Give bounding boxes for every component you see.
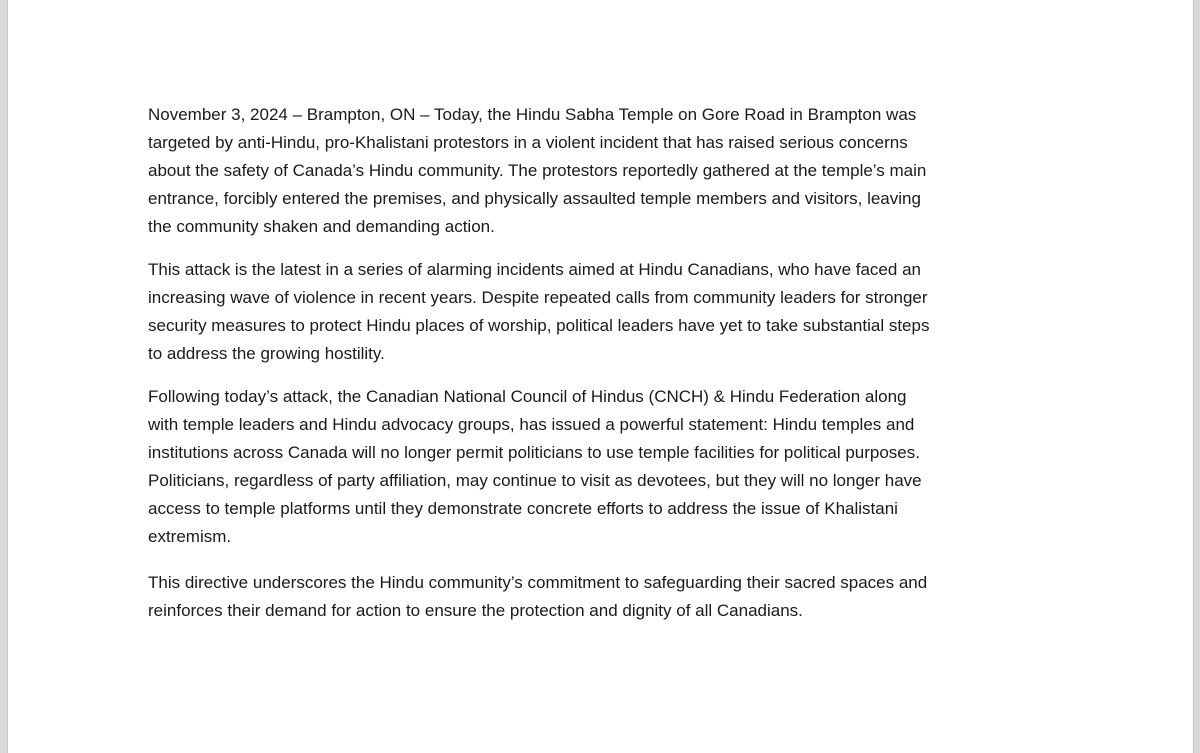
- text-line: November 3, 2024 – Brampton, ON – Today, the Hindu Sabha Temple on Gore Road in Brampton was: [148, 105, 917, 124]
- text-line: Following today’s attack, the Canadian National Council of Hindus (CNCH) & Hindu Federation along: [148, 387, 907, 406]
- text-line: security measures to protect Hindu places of worship, political leaders have yet to take substantial steps: [148, 316, 930, 335]
- paragraph-directive: [148, 569, 1148, 625]
- text-line: extremism.: [148, 527, 232, 546]
- text-line: institutions across Canada will no longer permit politicians to use temple facilities for political purposes.: [148, 443, 920, 462]
- text-line: This directive underscores the Hindu community’s commitment to safeguarding their sacred spaces and: [148, 573, 928, 592]
- text-line: Politicians, regardless of party affiliation, may continue to visit as devotees, but they will no longer have: [148, 471, 922, 490]
- text-line: to address the growing hostility.: [148, 344, 385, 363]
- text-line: increasing wave of violence in recent years. Despite repeated calls from community leaders for stronger: [148, 288, 928, 307]
- text-line: access to temple platforms until they demonstrate concrete efforts to address the issue of Khalistani: [148, 499, 898, 518]
- viewer-left-edge: [0, 0, 8, 753]
- text-line: the community shaken and demanding action.: [148, 217, 495, 236]
- text-line: targeted by anti-Hindu, pro-Khalistani protestors in a violent incident that has raised serious concerns: [148, 133, 908, 152]
- paragraph-statement: [148, 383, 1148, 551]
- text-line: entrance, forcibly entered the premises, and physically assaulted temple members and visitors, leaving: [148, 189, 921, 208]
- paragraph-incident: [148, 101, 1148, 241]
- paragraph-context: [148, 256, 1148, 368]
- viewer-right-edge: [1193, 0, 1200, 753]
- text-line: reinforces their demand for action to ensure the protection and dignity of all Canadians.: [148, 601, 803, 620]
- text-line: about the safety of Canada’s Hindu community. The protestors reportedly gathered at the temple’s main: [148, 161, 927, 180]
- text-line: This attack is the latest in a series of alarming incidents aimed at Hindu Canadians, who have faced an: [148, 260, 921, 279]
- document-page: [148, 101, 1148, 640]
- text-line: with temple leaders and Hindu advocacy groups, has issued a powerful statement: Hindu temples and: [148, 415, 915, 434]
